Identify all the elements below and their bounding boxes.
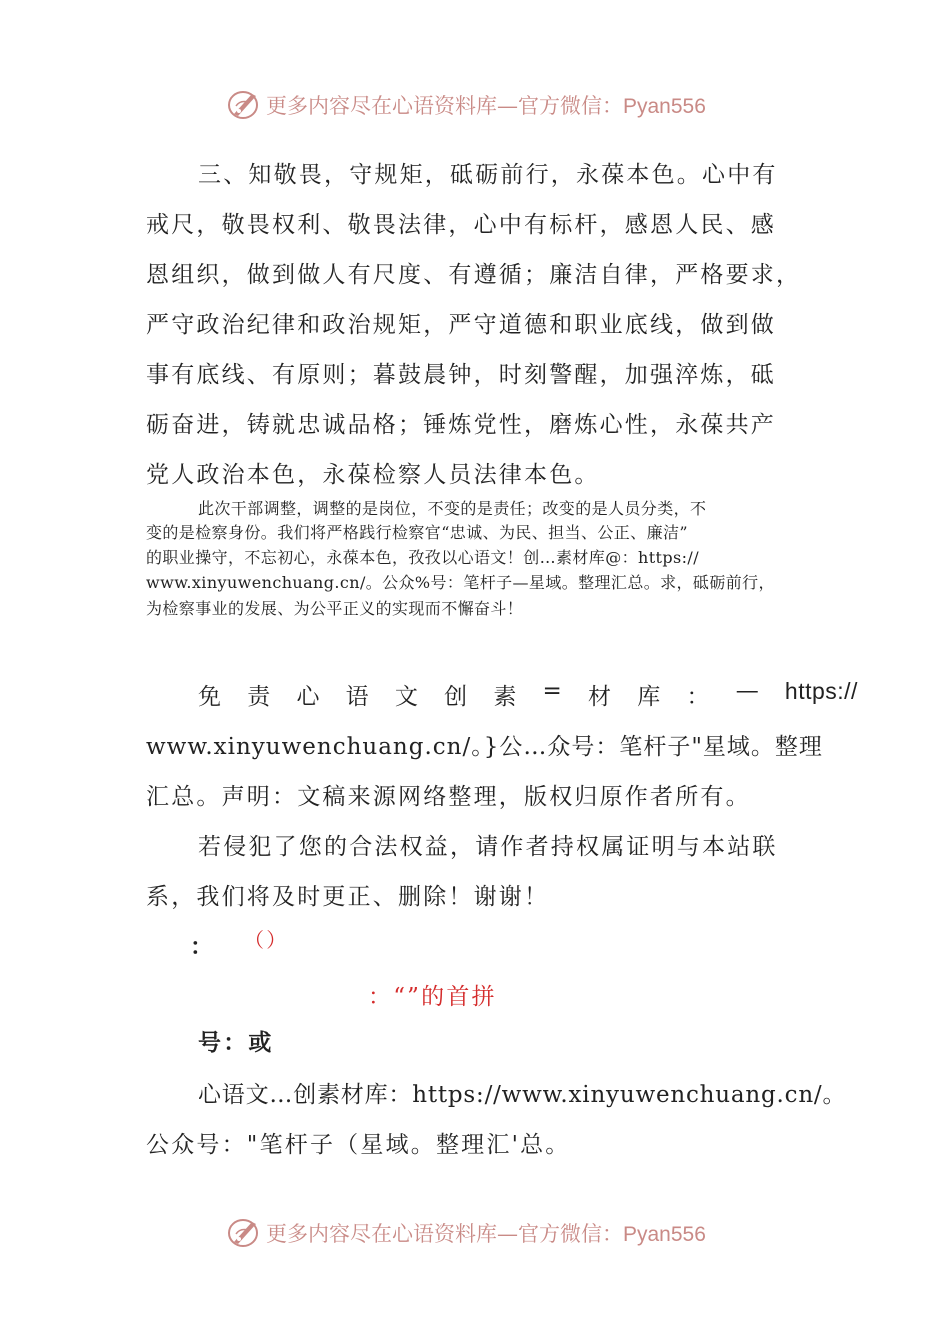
quote-fragment: ：“”的首拼 (368, 984, 497, 1010)
disclaimer-line-2: www.xinyuwenchuang.cn/。}公…众号：笔杆子"星域。整理 (146, 734, 823, 760)
pen-logo-icon (226, 1214, 262, 1250)
section3-line-7: 党人政治本色，永葆检察人员法律本色。 (146, 462, 600, 488)
disclaimer-line-1: 免 责 心 语 文 创 素 = 材 库 ： — https:// (198, 678, 858, 710)
section3-line-3: 恩组织，做到做人有尺度、有遵循；廉洁自律，严格要求， (146, 262, 802, 288)
disclaimer-line-5: 系，我们将及时更正、删除！谢谢！ (146, 884, 550, 910)
hao-line: 号：或 (198, 1030, 274, 1056)
footer-text-line-1: 心语文…创素材库：https://www.xinyuwenchuang.cn/。 (198, 1082, 847, 1108)
small-para-line-4: www.xinyuwenchuang.cn/。公众%号：笔杆子—星域。整理汇总。求，砥砺前行， (146, 573, 775, 592)
colon-fragment: ： (190, 934, 216, 960)
small-para-line-2: 变的是检察身份。我们将严格践行检察官“忠诚、为民、担当、公正、廉洁” (146, 523, 688, 542)
small-para-line-5: 为检察事业的发展、为公平正义的实现而不懈奋斗！ (146, 599, 524, 618)
banner-text: 更多内容尽在心语资料库—官方微信：Pyan556 (266, 1222, 706, 1246)
section3-line-2: 戒尺，敬畏权利、敬畏法律，心中有标杆，感恩人民、感 (146, 212, 776, 238)
section3-line-5: 事有底线、有原则；暮鼓晨钟，时刻警醒，加强淬炼，砥 (146, 362, 776, 388)
footer-text-line-2: 公众号："笔杆子（星域。整理汇'总。 (146, 1132, 571, 1158)
section3-line-1: 三、知敬畏，守规矩，砥砺前行，永葆本色。心中有 (198, 162, 778, 188)
header-banner (0, 84, 950, 124)
pen-logo-icon (226, 86, 262, 122)
paren-fragment: （） (244, 928, 289, 952)
section3-line-4: 严守政治纪律和政治规矩，严守道德和职业底线，做到做 (146, 312, 776, 338)
disclaimer-line-4: 若侵犯了您的合法权益，请作者持权属证明与本站联 (198, 834, 778, 860)
footer-banner (0, 1212, 950, 1252)
small-para-line-1: 此次干部调整，调整的是岗位，不变的是责任；改变的是人员分类，不 (198, 499, 707, 518)
section3-line-6: 砺奋进，铸就忠诚品格；锤炼党性，磨炼心性，永葆共产 (146, 412, 776, 438)
disclaimer-line-3: 汇总。声明：文稿来源网络整理，版权归原作者所有。 (146, 784, 751, 810)
small-para-line-3: 的职业操守，不忘初心，永葆本色，孜孜以心语文！创…素材库@：https:// (146, 548, 699, 567)
banner-text: 更多内容尽在心语资料库—官方微信：Pyan556 (266, 94, 706, 118)
